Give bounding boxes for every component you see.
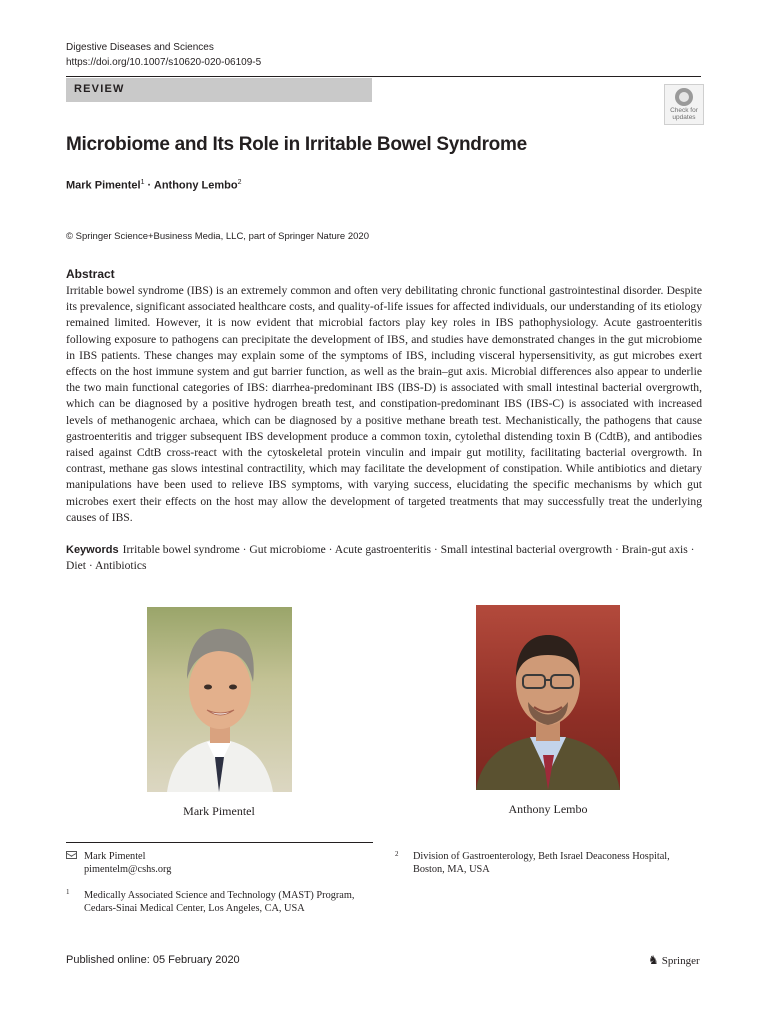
correspondence-email[interactable]: pimentelm@cshs.org	[84, 864, 172, 876]
springer-horse-icon: ♞	[648, 953, 659, 967]
check-updates-icon	[675, 88, 693, 106]
abstract-heading: Abstract	[66, 267, 115, 281]
publisher-logo	[648, 953, 700, 968]
envelope-icon	[66, 851, 77, 859]
journal-header	[66, 41, 261, 70]
keywords	[66, 542, 702, 574]
affil-2-mark: 2	[395, 850, 399, 858]
keywords-label: Keywords	[66, 544, 119, 556]
author-name[interactable]: Mark Pimentel	[66, 179, 141, 192]
section-bar	[66, 78, 372, 102]
affiliation-1: Medically Associated Science and Technology (MAST) Program, Cedars-Sinai Medical Center, Los Angeles, CA, USA	[84, 890, 355, 915]
author-separator: ·	[144, 179, 154, 192]
author-photo-lembo	[476, 605, 620, 790]
section-label: REVIEW	[74, 83, 125, 95]
portrait-illustration	[476, 605, 620, 790]
photo-caption: Anthony Lembo	[508, 802, 588, 816]
header-rule	[66, 76, 701, 77]
photo-caption: Mark Pimentel	[183, 804, 255, 818]
badge-text	[665, 107, 703, 121]
publisher-name: Springer	[661, 955, 700, 967]
affiliation-2: Division of Gastroenterology, Beth Israel Deaconess Hospital, Boston, MA, USA	[413, 851, 670, 876]
correspondence-name: Mark Pimentel	[84, 851, 146, 862]
correspondence	[84, 850, 171, 877]
portrait-illustration	[147, 607, 292, 792]
copyright-line: © Springer Science+Business Media, LLC, part of Springer Nature 2020	[66, 231, 369, 242]
article-title: Microbiome and Its Role in Irritable Bowel Syndrome	[66, 134, 527, 155]
author-name[interactable]: Anthony Lembo	[153, 179, 238, 192]
doi-link[interactable]: https://doi.org/10.1007/s10620-020-06109-5	[66, 56, 262, 68]
badge-line-1: Check for	[670, 107, 698, 114]
published-date: Published online: 05 February 2020	[66, 954, 240, 966]
author-list	[66, 179, 242, 192]
author-affil-mark: 1	[140, 179, 145, 186]
author-photo-pimentel	[147, 607, 292, 792]
badge-line-2: updates	[672, 114, 696, 121]
abstract-body: Irritable bowel syndrome (IBS) is an extremely common and often very debilitating chronic functional gastrointestinal disorder. Despite its prevalence, significant associated healthcare costs, and quality-of-life issues for affected individuals, our understanding of its etiology remained limited. However, it is now evident that microbial factors play key roles in IBS pathophysiology. Acute gastroenteritis following exposure to pathogens can precipitate the development of IBS, and studies have demonstrated changes in the gut microbiome in IBS patients. These changes may explain some of the symptoms of IBS, including visceral hypersensitivity, as gut microbes exert effects on the host immune system and gut barrier function, as well as the brain–gut axis. Microbial differences also appear to underlie the two main functional categories of IBS: diarrhea-predominant IBS (IBS-D) is associated with small intestinal bacterial overgrowth, which can be diagnosed by a positive hydrogen breath test, and constipation-predominant IBS (IBS-C) is associated with increased levels of methanogenic archaea, which can be diagnosed by a positive methane breath test. Mechanistically, the pathogens that cause gastroenteritis and trigger subsequent IBS development produce a common toxin, cytolethal distending toxin B (CdtB), and antibodies raised against CdtB cross-react with the cytoskeletal protein vinculin and impair gut motility, facilitating bacterial overgrowth. In contrast, methane gas slows intestinal contractility, which may facilitate the development of constipation. While antibiotics and dietary manipulations have been used to relieve IBS symptoms, with varying success, elucidating the specific mechanisms by which gut microbes exert their effects on the host may allow the development of targeted treatments that may successfully treat the underlying causes of IBS.	[66, 284, 702, 524]
keywords-text: Irritable bowel syndrome · Gut microbiome · Acute gastroenteritis · Small intestinal bacterial overgrowth · Brain-gut axis · Diet · Antibiotics	[66, 543, 695, 573]
footnote-rule	[66, 842, 373, 843]
affil-1-mark: 1	[66, 888, 70, 896]
journal-name: Digestive Diseases and Sciences	[66, 42, 214, 53]
check-for-updates-badge[interactable]	[664, 84, 704, 125]
author-affil-mark: 2	[237, 179, 242, 186]
